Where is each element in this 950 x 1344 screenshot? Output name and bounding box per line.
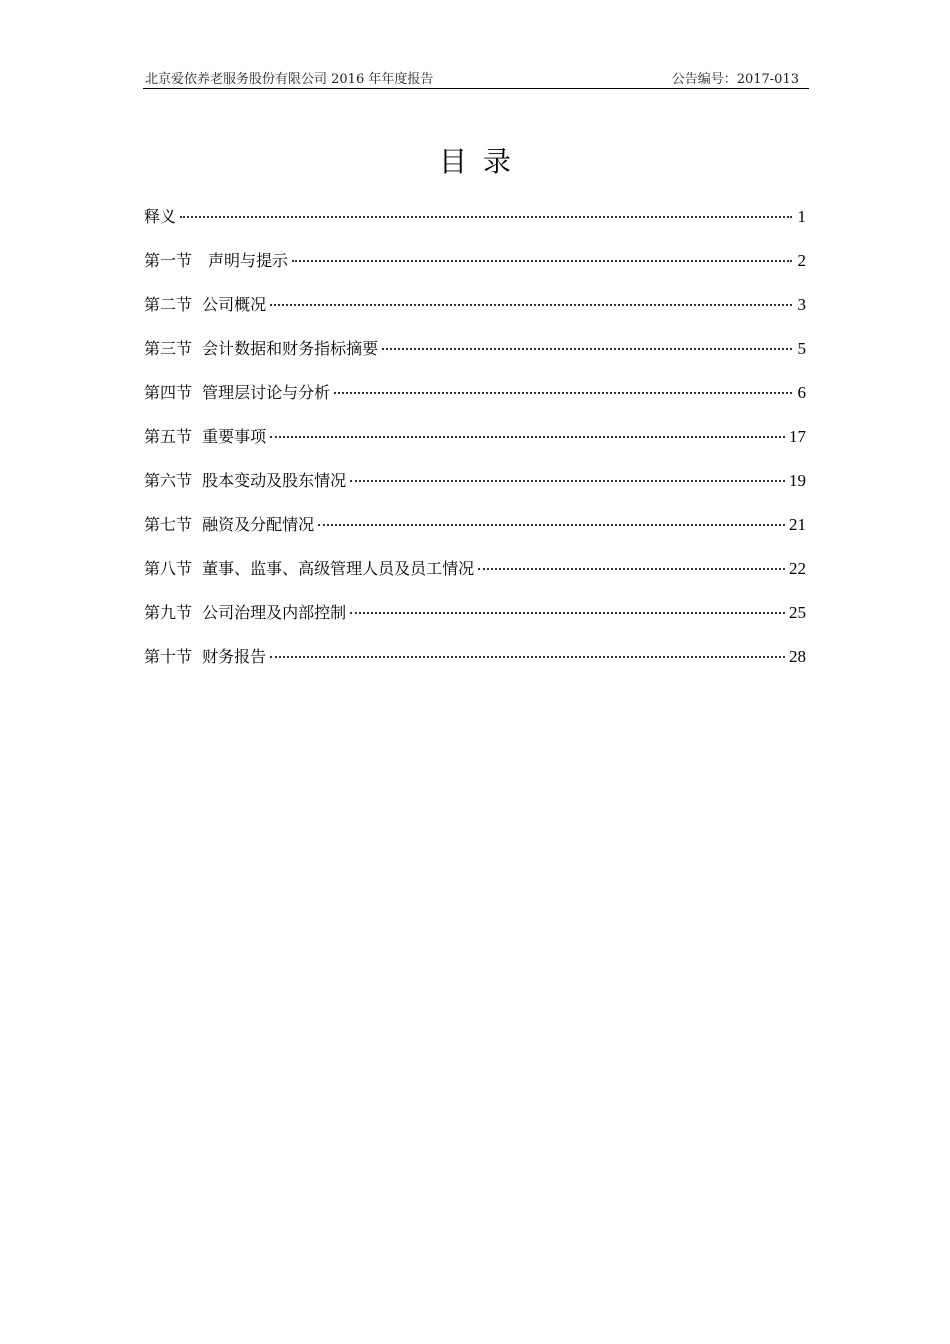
toc-entry-label: 第九节 公司治理及内部控制 <box>144 603 347 622</box>
dot-leader <box>350 612 785 614</box>
toc-entry-section-6[interactable] <box>144 468 806 512</box>
dot-leader <box>270 436 785 438</box>
toc-entry-page: 6 <box>797 383 806 402</box>
dot-leader <box>334 392 792 394</box>
toc-entry-page: 17 <box>789 427 806 446</box>
page-title: 目录 <box>438 145 527 178</box>
header-company-report: 北京爱依养老服务股份有限公司 2016 年年度报告 <box>145 72 434 87</box>
toc-entry-section-1[interactable] <box>144 248 806 292</box>
toc-entry-label: 第一节 声明与提示 <box>144 251 289 270</box>
toc-entry-page: 21 <box>789 515 806 534</box>
toc-entry-label: 第七节 融资及分配情况 <box>144 515 315 534</box>
table-of-contents <box>144 204 806 688</box>
toc-entry-label: 释义 <box>144 207 177 226</box>
toc-entry-page: 28 <box>789 647 806 666</box>
toc-entry-label: 第八节 董事、监事、高级管理人员及员工情况 <box>144 559 475 578</box>
page-header <box>143 66 809 89</box>
toc-entry-label: 第六节 股本变动及股东情况 <box>144 471 347 490</box>
toc-entry-section-3[interactable] <box>144 336 806 380</box>
header-announcement-number: 公告编号：2017-013 <box>671 72 799 87</box>
toc-entry-section-5[interactable] <box>144 424 806 468</box>
dot-leader <box>292 260 792 262</box>
toc-entry-label: 第二节 公司概况 <box>144 295 267 314</box>
toc-entry-page: 22 <box>789 559 806 578</box>
toc-entry-page: 3 <box>797 295 806 314</box>
dot-leader <box>270 656 785 658</box>
dot-leader <box>318 524 785 526</box>
dot-leader <box>270 304 792 306</box>
toc-entry-label: 第十节 财务报告 <box>144 647 267 666</box>
toc-entry-page: 1 <box>797 207 806 226</box>
toc-entry-page: 19 <box>789 471 806 490</box>
toc-entry-section-7[interactable] <box>144 512 806 556</box>
toc-entry-page: 2 <box>797 251 806 270</box>
toc-entry-page: 5 <box>797 339 806 358</box>
toc-entry-section-2[interactable] <box>144 292 806 336</box>
toc-entry-label: 第四节 管理层讨论与分析 <box>144 383 331 402</box>
dot-leader <box>478 568 785 570</box>
toc-entry-definitions[interactable] <box>144 204 806 248</box>
dot-leader <box>350 480 785 482</box>
dot-leader <box>382 348 792 350</box>
toc-entry-label: 第三节 会计数据和财务指标摘要 <box>144 339 379 358</box>
dot-leader <box>180 216 792 218</box>
toc-entry-section-10[interactable] <box>144 644 806 688</box>
toc-entry-label: 第五节 重要事项 <box>144 427 267 446</box>
toc-entry-page: 25 <box>789 603 806 622</box>
toc-entry-section-9[interactable] <box>144 600 806 644</box>
toc-entry-section-8[interactable] <box>144 556 806 600</box>
toc-entry-section-4[interactable] <box>144 380 806 424</box>
